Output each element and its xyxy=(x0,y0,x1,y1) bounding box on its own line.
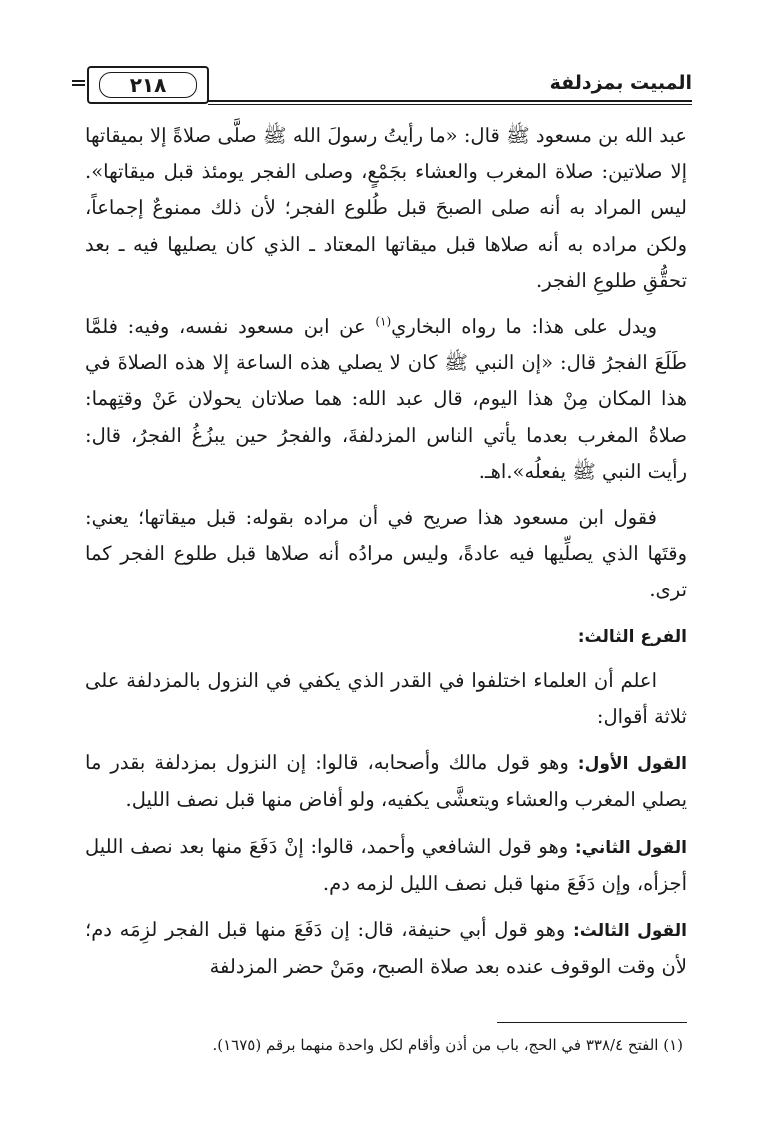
opinion-3-label: القول الثالث: xyxy=(573,921,688,942)
footnote-divider xyxy=(497,1022,687,1023)
opinion-3 xyxy=(85,912,687,985)
page-number-frame xyxy=(87,66,209,104)
paragraph-1: عبد الله بن مسعود ﷺ قال: «ما رأيتُ رسولَ الله ﷺ صلَّى صلاةً إلا بميقاتها إلا صلاتين: صلاة المغرب والعشاء بجَمْعٍ، وصلى الفجر يومئذ قبل ميقاتها». ليس المراد به أنه صلى الصبحَ قبل طُلوع الفجر؛ لأن ذلك ممنوعٌ إجماعاً، ولكن مراده به أنه صلاها قبل ميقاتها المعتاد ـ الذي كان يصليها فيه ـ بعد تحقُّقِ طلوعِ الفجر. xyxy=(85,124,687,292)
opinion-1-label: القول الأول: xyxy=(577,754,687,775)
main-text xyxy=(85,118,687,995)
running-title: المبيت بمزدلفة xyxy=(549,72,692,94)
header-rule-short xyxy=(72,80,85,86)
paragraph-2-rest: عن ابن مسعود نفسه، وفيه: فلمَّا طَلَعَ الفجرُ قال: «إن النبي ﷺ كان لا يصلي هذه الساعة إلا هذه الصلاةَ في هذا المكان مِنْ هذا اليوم، قال عبد الله: هما صلاتان يحولان عَنْ وقتِهما: صلاةُ المغرب بعدما يأتي الناس المزدلفةَ، والفجرُ حين يبزُغُ الفجرُ، قال: رأيت النبي ﷺ يفعلُه».اهـ. xyxy=(85,315,687,483)
paragraph-2 xyxy=(85,309,687,490)
page-number: ٢١٨ xyxy=(99,72,197,98)
header-rule xyxy=(208,100,692,105)
opinion-2-label: القول الثاني: xyxy=(574,837,687,858)
opinion-2 xyxy=(85,829,687,902)
opinion-1-text: وهو قول مالك وأصحابه، قالوا: إن النزول بمزدلفة بقدر ما يصلي المغرب والعشاء ويتعشَّى يكفيه، ولو أفاض منها قبل نصف الليل. xyxy=(85,751,687,812)
footnote: (١) الفتح ٣٣٨/٤ في الحج، باب من أذن وأقام لكل واحدة منهما برقم (١٦٧٥). xyxy=(212,1036,683,1054)
opinion-2-text: وهو قول الشافعي وأحمد، قالوا: إنْ دَفَعَ منها بعد نصف الليل أجزأه، وإن دَفَعَ منها قبل نصف الليل لزمه دم. xyxy=(85,834,687,895)
footnote-reference: (١) xyxy=(375,314,392,329)
opinion-3-text: وهو قول أبي حنيفة، قال: إن دَفَعَ منها قبل الفجر لزِمَه دم؛ لأن وقت الوقوف عنده بعد صلاة الصبح، ومَنْ حضر المزدلفة xyxy=(85,918,687,979)
paragraph-4: اعلم أن العلماء اختلفوا في القدر الذي يكفي في النزول بالمزدلفة على ثلاثة أقوال: xyxy=(85,668,687,729)
page-header xyxy=(72,66,692,106)
paragraph-3: فقول ابن مسعود هذا صريح في أن مراده بقوله: قبل ميقاتها؛ يعني: وقتَها الذي يصلِّيها فيه عادةً، وليس مرادُه أنه صلاها قبل طلوع الفجر كما ترى. xyxy=(85,506,687,602)
paragraph-2-start: ويدل على هذا: ما رواه البخاري xyxy=(391,315,657,339)
opinion-1 xyxy=(85,745,687,818)
section-heading: الفرع الثالث: xyxy=(577,626,687,647)
